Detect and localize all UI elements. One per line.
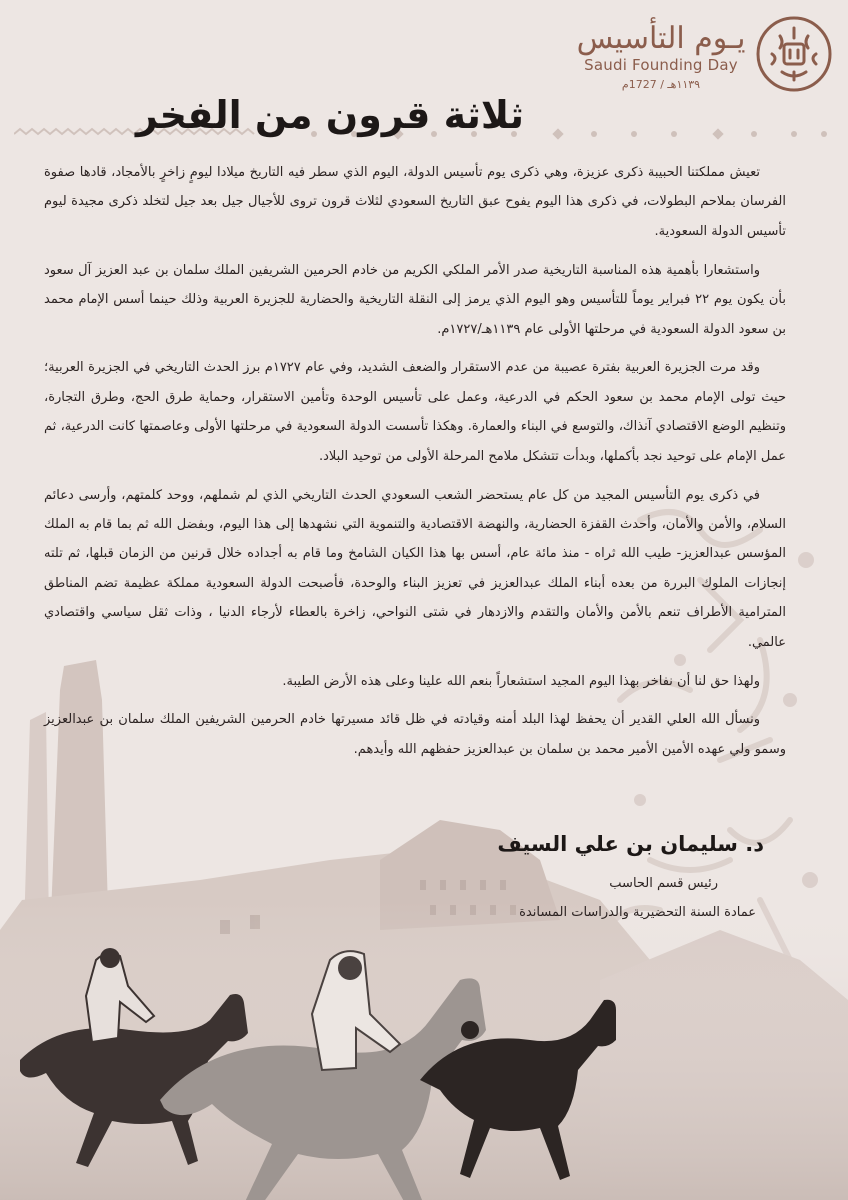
paragraph: في ذكرى يوم التأسيس المجيد من كل عام يستحضر الشعب السعودي الحدث التاريخي الذي لم شملهم، ووحد كلمتهم، وأرسى دعائم السلام، والأمن والأمان، وأحدث القفزة الحضارية، والنهضة الاقتصادية والتنموية التي نشهدها إلى هذا اليوم، وبفضل الله ثم بما قام به الملك المؤسس عبدالعزيز- طيب الله ثراه - منذ مائة عام، أسس بها هذا الكيان الشامخ وما قام به أجداده خلال قرنين من الزمان قبلها، ثم تلته إنجازات الملوك البررة من بعده أبناء الملك عبدالعزيز في تعزيز البناء والوحدة، فأصبحت الدولة السعودية مملكة عظيمة تضم المناطق المترامية الأطراف تنعم بالأمن والأمان والتقدم والازدهار في شتى النواحي، زاخرة بالعطاء لأرجاء الدنيا ، وذات ثقل سياسي واقتصادي عالمي. [44,487,786,650]
author-name: د. سليمان بن علي السيف [497,832,764,856]
founding-day-emblem-icon [754,14,834,94]
paragraph: واستشعارا بأهمية هذه المناسبة التاريخية صدر الأمر الملكي الكريم من خادم الحرمين الشريفين الملك سلمان بن عبد العزيز آل سعود بأن يكون يوم ٢٢ فبراير يوماً للتأسيس وهو اليوم الذي يرمز إلى النقلة التاريخية والحضارية للجزيرة العربية وذلك حينما أسس الإمام محمد بن سعود الدولة السعودية في مرحلتها الأولى عام ١١٣٩هـ/١٧٢٧م. [44,262,786,337]
page-title: ثلاثة قرون من الفخر [135,93,525,138]
founding-day-logo [576,12,834,102]
logo-years-text: ١١٣٩هـ / 1727م [621,78,701,91]
author-department: عمادة السنة التحضيرية والدراسات المساندة [519,905,756,920]
signature-block [404,832,764,920]
paragraph: ونسأل الله العلي القدير أن يحفظ لهذا البلد أمنه وقيادته في ظل قائد مسيرتها خادم الحرمين الشريفين الملك سلمان بن عبدالعزيز وسمو ولي عهده الأمين الأمير محمد بن سلمان بن عبدالعزيز حفظهم الله وأيدهم. [44,712,786,757]
article-body [44,158,786,774]
paragraph: ولهذا حق لنا أن نفاخر بهذا اليوم المجيد استشعاراً بنعم الله علينا وعلى هذه الأرض الطيبة. [282,673,760,689]
logo-arabic-text: يـوم التأسيس [576,21,746,56]
paragraph: تعيش مملكتنا الحبيبة ذكرى عزيزة، وهي ذكرى يوم تأسيس الدولة، اليوم الذي سطر فيه التاريخ ميلادا ليومٍ زاخرٍ بالأمجاد، قادها صفوة الفرسان بملاحم البطولات، في ذكرى هذا اليوم يفوح عبق التاريخ السعودي لثلاث قرون تروى للأجيال جيل بعد جيل لتخلد ذكرى مجيدة ليوم تأسيس الدولة السعودية. [44,165,786,239]
paragraph: وقد مرت الجزيرة العربية بفترة عصيبة من عدم الاستقرار والضعف الشديد، وفي عام ١٧٢٧م برز الحدث التاريخي في الجزيرة العربية؛ حيث تولى الإمام محمد بن سعود الحكم في الدرعية، وعمل على تأسيس الوحدة وتأمين الاستقرار، وحماية طرق الحج، وطرق التجارة، وتنظيم الوضع الاقتصادي آنذاك، والتوسع في البناء والعمارة. وهكذا تأسست الدولة السعودية في مرحلتها الأولى وعاصمتها كانت الدرعية، ثم عمل الإمام على توحيد نجد بأكملها، وبدأت تتشكل ملامح المرحلة الأولى من توحيد البلاد. [44,360,786,464]
logo-english-text: Saudi Founding Day [584,56,738,74]
author-role: رئيس قسم الحاسب [609,876,718,891]
